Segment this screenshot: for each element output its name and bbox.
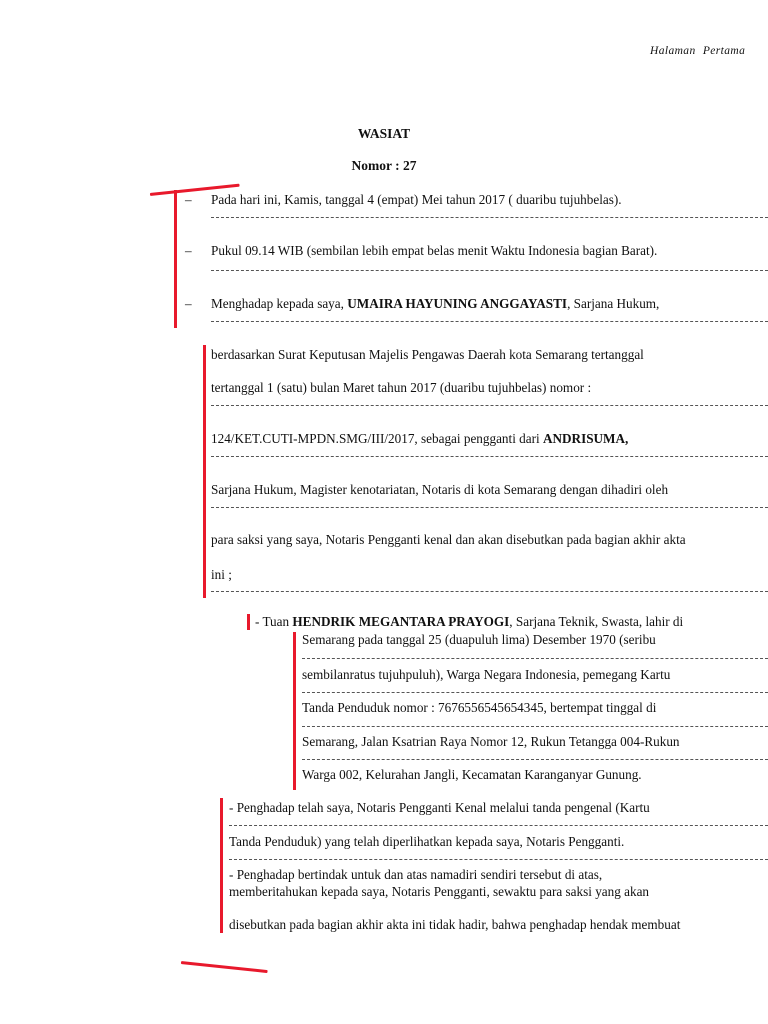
red-annotation-bar-para2	[220, 798, 223, 933]
para1-line3-before: 124/KET.CUTI-MPDN.SMG/III/2017, sebagai pengganti dari	[211, 431, 543, 446]
item-notary	[211, 296, 659, 312]
dash-fill-rule	[302, 658, 768, 659]
dash-fill-rule	[211, 456, 768, 457]
para1-line4: Sarjana Hukum, Magister kenotariatan, Notaris di kota Semarang dengan dihadiri oleh	[211, 482, 669, 497]
person-line4: Tanda Penduduk nomor : 7676556545654345, bertempat tinggal di	[302, 700, 657, 715]
dash-fill-rule	[229, 825, 768, 826]
dash-fill-rule	[211, 405, 768, 406]
para2-line5: disebutkan pada bagian akhir akta ini tidak hadir, bahwa penghadap hendak membuat	[229, 917, 681, 932]
dash-fill-rule	[302, 726, 768, 727]
para2-line1: - Penghadap telah saya, Notaris Pengganti Kenal melalui tanda pengenal (Kartu	[229, 800, 650, 815]
person-name: HENDRIK MEGANTARA PRAYOGI	[292, 614, 510, 629]
page-header-label: Halaman Pertama	[650, 45, 746, 57]
person-prefix: - Tuan	[255, 614, 293, 629]
dash-fill-rule	[211, 591, 768, 592]
red-annotation-stroke-bottom	[181, 961, 268, 973]
person-after: , Sarjana Teknik, Swasta, lahir di	[509, 614, 684, 629]
para2-line4: memberitahukan kepada saya, Notaris Pengganti, sewaktu para saksi yang akan	[229, 884, 650, 899]
para2-line2: Tanda Penduduk) yang telah diperlihatkan kepada saya, Notaris Pengganti.	[229, 834, 625, 849]
dash-fill-rule	[211, 217, 768, 218]
red-annotation-bar-person	[293, 632, 296, 790]
document-title: WASIAT	[357, 126, 411, 141]
red-annotation-tick-person	[247, 614, 250, 630]
person-line5: Semarang, Jalan Ksatrian Raya Nomor 12, Rukun Tetangga 004-Rukun	[302, 734, 680, 749]
item-time: Pukul 09.14 WIB (sembilan lebih empat belas menit Waktu Indonesia bagian Barat).	[211, 243, 658, 258]
person-line6: Warga 002, Kelurahan Jangli, Kecamatan Karanganyar Gunung.	[302, 767, 642, 782]
para1-line5: para saksi yang saya, Notaris Pengganti kenal dan akan disebutkan pada bagian akhir akta	[211, 532, 686, 547]
para1-line2: tertanggal 1 (satu) bulan Maret tahun 2017 (duaribu tujuhbelas) nomor :	[211, 380, 592, 395]
dash-fill-rule	[211, 507, 768, 508]
red-annotation-bar-items	[174, 190, 177, 328]
former-notary-name: ANDRISUMA,	[542, 431, 629, 446]
item-notary-after: , Sarjana Hukum,	[567, 296, 660, 311]
red-annotation-bar-para1	[203, 345, 206, 598]
dash-fill-rule	[211, 270, 768, 271]
item-date: Pada hari ini, Kamis, tanggal 4 (empat) Mei tahun 2017 ( duaribu tujuhbelas).	[211, 192, 622, 207]
dash-fill-rule	[229, 859, 768, 860]
para1-line1: berdasarkan Surat Keputusan Majelis Pengawas Daerah kota Semarang tertanggal	[211, 347, 644, 362]
person-line2: Semarang pada tanggal 25 (duapuluh lima) Desember 1970 (seribu	[302, 632, 656, 647]
notary-name: UMAIRA HAYUNING ANGGAYASTI	[347, 296, 568, 311]
para1-line3	[211, 431, 628, 447]
dash-fill-rule	[211, 321, 768, 322]
bullet-mark: –	[185, 243, 192, 258]
item-notary-before: Menghadap kepada saya,	[211, 296, 348, 311]
bullet-mark: –	[185, 296, 192, 311]
dash-fill-rule	[302, 759, 768, 760]
person-line1	[255, 614, 683, 630]
dash-fill-rule	[302, 692, 768, 693]
person-line3: sembilanratus tujuhpuluh), Warga Negara Indonesia, pemegang Kartu	[302, 667, 671, 682]
document-number: Nomor : 27	[351, 158, 417, 173]
para2-line3: - Penghadap bertindak untuk dan atas namadiri sendiri tersebut di atas,	[229, 867, 603, 882]
para1-line6: ini ;	[211, 567, 232, 582]
bullet-mark: –	[185, 192, 192, 207]
